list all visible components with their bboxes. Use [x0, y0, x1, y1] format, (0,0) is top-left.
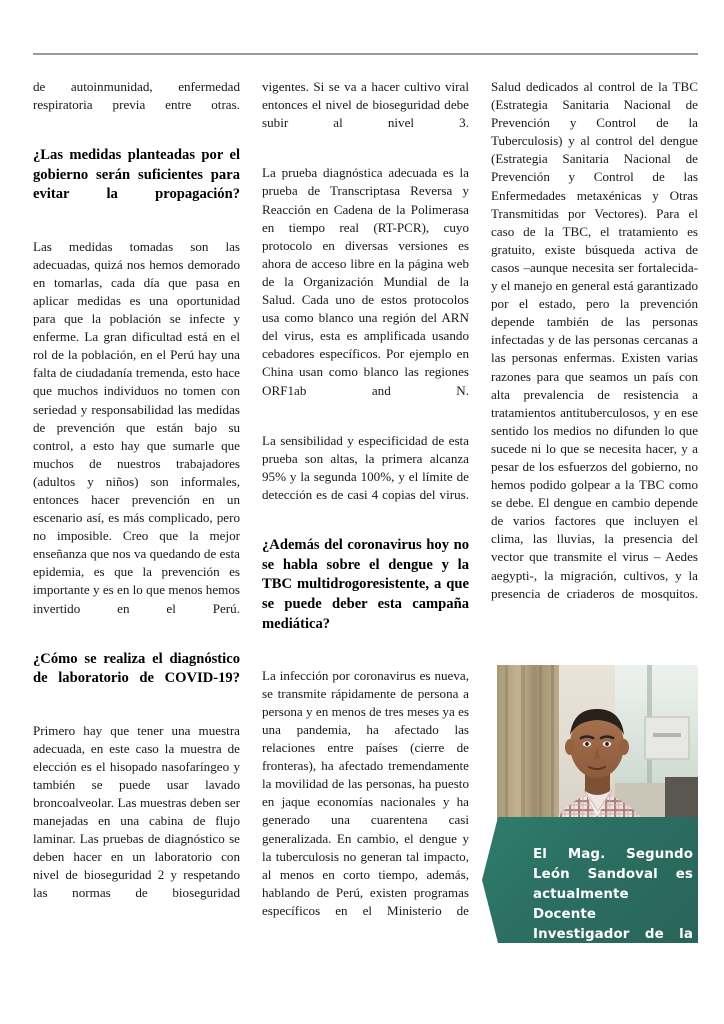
section-heading: ¿Las medidas planteadas por el gobierno serán suficientes para evitar la propagación? [33, 147, 240, 203]
figure [497, 665, 698, 962]
text-column-1 [33, 78, 240, 921]
paragraph: La sensibilidad y especificidad de esta prueba son altas, la primera alcanza 95% y la segunda 100%, y el límite de detección es de casi 4 copias del virus. [262, 432, 469, 502]
paragraph: Salud dedicados al control de la TBC (Estrategia Sanitaria Nacional de Prevención y Control de la Tuberculosis) y al control del dengue (Estrategia Sanitaria Nacional de Prevención y Control de las Enfermedades metaxénicas y Otras Transmitidas por Vectores). Para el caso de la TBC, el tratamiento es gratuito, existe búsqueda activa de casos –aunque necesita ser fortalecida- y el manejo en general está garantizado por el estado, pero la prevención depende también de las personas infectadas y de las personas cercanas a las personas enfermas. Existen varias razones para que seamos un país con alta prevalencia de resistencia a tratamientos antituberculosos, y en ese sentido los medios no difunden lo que sucede ni lo que se necesita hacer, y a pesar de los esfuerzos del gobierno, no hemos podido golpear a la TBC como se debe. El dengue en cambio depende de varios factores que incluyen el clima, las lluvias, la presencia del vector que transmite el virus – Aedes aegypti-, la migración, cultivos, y la presencia de criaderos de mosquitos. [491, 79, 698, 601]
header-divider [33, 53, 698, 55]
text-column-3 [491, 78, 698, 621]
section-heading: ¿Cómo se realiza el diagnóstico de laboratorio de COVID-19? [33, 650, 240, 687]
paragraph: de autoinmunidad, enfermedad respiratoria previa entre otras. [33, 79, 240, 113]
paragraph: vigentes. Si se va a hacer cultivo viral entonces el nivel de bioseguridad debe subir al nivel 3. [262, 79, 469, 131]
section-heading: ¿Además del coronavirus hoy no se habla sobre el dengue y la TBC multidrogoresistente, a que se puede deber esta campaña mediática? [262, 537, 469, 632]
photo-caption: El Mag. Segundo León Sandoval es actualmente Docente Investigador de la UPSJB [533, 847, 693, 962]
paragraph: La prueba diagnóstica adecuada es la prueba de Transcriptasa Reversa y Reacción en Cadena de la Polimerasa en tiempo real (RT-PCR), cuyo protocolo en diversas versiones es ahora de acceso libre en la página web de la Organización Mundial de la Salud. Cada uno de estos protocolos usa como blanco una región del ARN del virus, esta es amplificada usando cebadores específicos. Por ejemplo en China usan como blanco las regiones ORF1ab and N. [262, 165, 469, 398]
paragraph: Primero hay que tener una muestra adecuada, en este caso la muestra de elección es el hisopado nasofaríngeo y también se puede usar lavado broncoalveolar. Las muestras deben ser manejadas en una cabina de flujo laminar. Las pruebas de diagnóstico se deben hacer en un laboratorio con nivel de bioseguridad 2 y respetando las normas de bioseguridad [33, 722, 240, 901]
paragraph: La infección por coronavirus es nueva, se transmite rápidamente de persona a persona y en menos de tres meses ya es una pandemia, ha afectado las relaciones entre países (cierre de fronteras), ha afectado tremendamente la movilidad de las personas, ha puesto en jaque economías nacionales y ha generado una cuarentena casi generalizada. En cambio, el dengue y la tuberculosis no generan tal impacto, al menos en corto tiempo, además, hablando de Perú, existen programas específicos en el Ministerio de [262, 667, 469, 918]
text-column-2 [262, 78, 469, 938]
paragraph: Las medidas tomadas son las adecuadas, quizá nos hemos demorado en tomarlas, cada día que pasa en aplicar medidas es una oportunidad para que la población se infecte y enferme. La gran dificultad está en el rol de la población, en el Perú hay una falta de ciudadanía tremenda, esto hace que muchos individuos no tomen con seriedad y responsabilidad las medidas de prevención que están bajo su control, a esto hay que sumarle que muchos de nuestros trabajadores (adultos y niños) son informales, entonces hacer prevención en un escenario así, es más complicado, pero no imposible. Creo que la mejor enseñanza que nos va quedando de esta epidemia, es que la prevención es importante y es en lo que menos hemos invertido en el Perú. [33, 238, 240, 616]
